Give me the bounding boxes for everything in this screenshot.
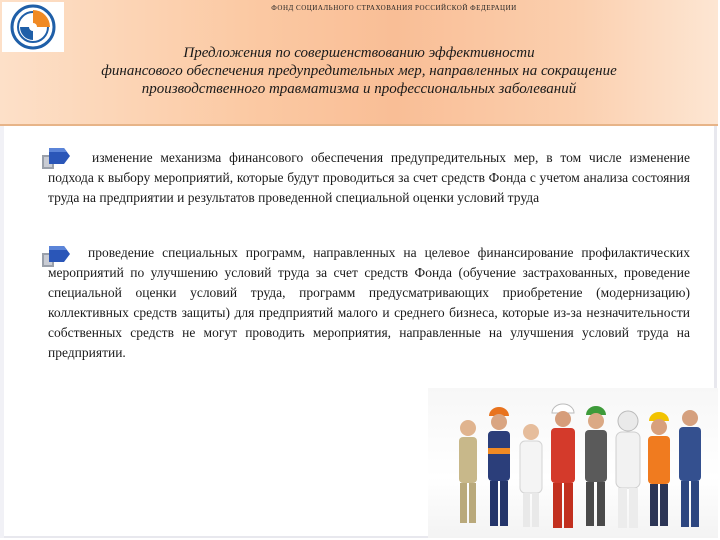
organization-name: ФОНД СОЦИАЛЬНОГО СТРАХОВАНИЯ РОССИЙСКОЙ ФЕДЕРАЦИИ	[271, 4, 517, 12]
slide-title-line: Предложения по совершенствованию эффективности	[183, 45, 535, 61]
list-item-text: проведение специальных программ, направленных на целевое финансирование профилактических мероприятий по улучшению условий труда за счет средств Фонда (обучение застрахованных, проведение специальной оценки условий труда, программ предусматривающих приобретение (модернизацию) коллективных средств защиты) для предприятий малого и среднего бизнеса, которые из-за незначительности собственных средств не могут проводить мероприятия, направленные на улучшения условий труда на предприятии.	[48, 245, 690, 360]
list-item-text: изменение механизма финансового обеспечения предупредительных мер, в том числе изменение подхода к выбору мероприятий, которые будут проводиться за счет средств Фонда с учетом анализа состояния труда на предприятии и результатов проведенной специальной оценки условий труда	[48, 150, 690, 205]
list-item	[48, 243, 690, 363]
list-item	[48, 148, 690, 208]
slide-title-line: финансового обеспечения предупредительных мер, направленных на сокращение	[101, 63, 617, 79]
workers-photo	[428, 388, 718, 538]
left-margin-band	[0, 126, 4, 538]
slide-title-line: производственного травматизма и профессиональных заболеваний	[141, 81, 577, 97]
slide-title	[40, 44, 678, 98]
slide-header	[0, 0, 718, 126]
